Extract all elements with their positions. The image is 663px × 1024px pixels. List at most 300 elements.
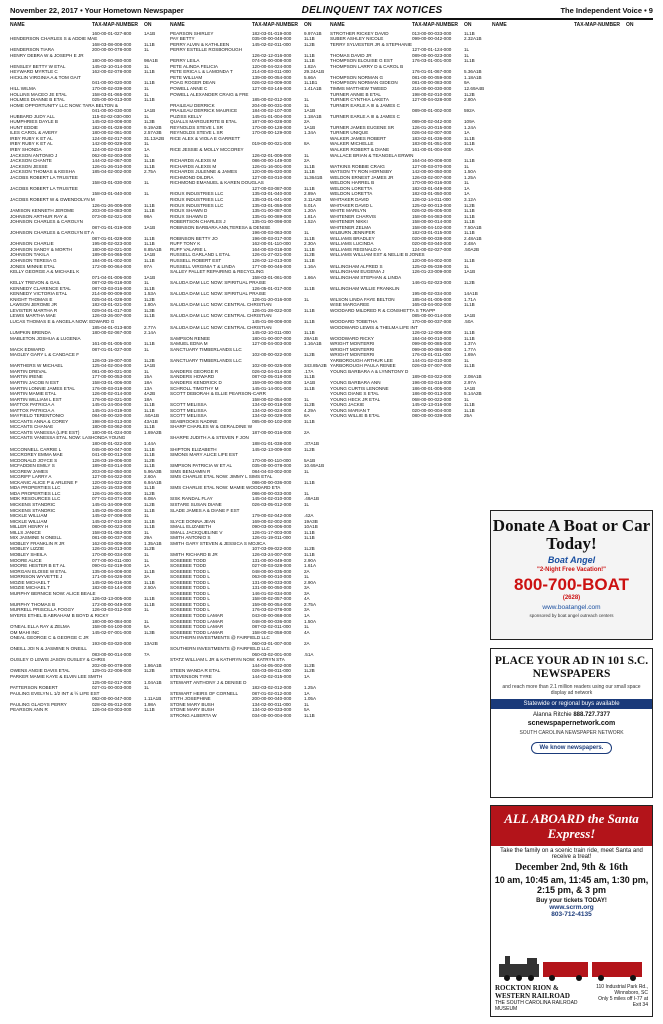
tax-map-number: 184-00-02-107-000 bbox=[252, 108, 292, 114]
acreage-lot: 1L bbox=[144, 91, 150, 97]
header-name: NAME bbox=[170, 22, 185, 28]
owner-name: ILES CAROL & AVERY bbox=[10, 130, 58, 136]
tax-map-number: 145-01-24-004-000 bbox=[92, 402, 132, 408]
owner-name: SOSEBEE TODD LAMAR bbox=[170, 629, 224, 635]
owner-name: MARTHERS W MICHAEL bbox=[10, 363, 64, 369]
tax-map-number: 145-04-02-010-000 bbox=[252, 496, 292, 502]
owner-name: THOMPSON NORMAN GIDEON bbox=[330, 80, 398, 86]
tax-map-number: 176-03-02-078-000 bbox=[252, 607, 292, 613]
owner-name: WRIGHT MONTERRI bbox=[330, 346, 375, 352]
acreage-lot: 1L1B bbox=[304, 712, 315, 718]
tax-map-number: 200-00-00-078-000 bbox=[92, 47, 132, 53]
acreage-lot: 1L1B bbox=[304, 169, 315, 175]
acreage-lot: 1L1B bbox=[144, 341, 155, 347]
owner-name: WALLACE BRIAN & TEANGELA ERWIN bbox=[330, 152, 414, 158]
owner-name: MOZIE MICHAEL T bbox=[10, 579, 51, 585]
owner-name: RICE JESSIE & MOLLY MCCOREY bbox=[170, 147, 244, 153]
owner-name: HOLMES DIANNE B ETAL bbox=[10, 97, 65, 103]
acreage-lot: 10A1B bbox=[304, 524, 318, 530]
tax-map-number: 126-03-03-012-000 bbox=[92, 607, 132, 613]
tax-map-number: 183-02-01-036-000 bbox=[412, 135, 452, 141]
owner-name: YOUNG WILLIE B ETAL bbox=[330, 413, 380, 419]
tax-map-number: 142-00-00-050-000 bbox=[412, 169, 452, 175]
santa-express-banner: ALL ABOARD the Santa Express! bbox=[491, 806, 652, 846]
acreage-lot: 1.04A1B bbox=[144, 679, 162, 685]
owner-name: RIOUX INDUSTRIES LLC bbox=[170, 196, 224, 202]
acreage-lot: 2.97A bbox=[464, 380, 477, 385]
tax-map-number: 161-00-01-005-000 bbox=[92, 341, 132, 347]
railroad-brand: ROCKTON RION & WESTERN RAILROAD bbox=[495, 984, 570, 1000]
tax-map-number: 214-00-03-011-000 bbox=[252, 69, 291, 75]
owner-name: SISK RANDAL FLAY bbox=[170, 496, 213, 502]
acreage-lot: 29.24A1B bbox=[304, 69, 325, 75]
owner-name: LEVISTER MARTHA R bbox=[10, 307, 58, 313]
acreage-lot: 98A1B bbox=[144, 58, 158, 64]
acreage-lot: 1L bbox=[304, 502, 310, 508]
owner-name: KENNEDY VICTORIA ETAL bbox=[10, 291, 68, 297]
tax-map-number: 159-00-00-060-000 bbox=[252, 380, 292, 385]
tax-map-number: 099-00-00-085-000 bbox=[412, 341, 452, 347]
owner-name: TURNER EARLE A III & JAMES C bbox=[330, 102, 400, 108]
owner-name: REYNOLDS STEVE L SR bbox=[170, 130, 223, 136]
acreage-lot: 3.12A bbox=[464, 196, 477, 202]
acreage-lot: 1L2B bbox=[304, 41, 315, 47]
acreage-lot: 1L bbox=[304, 574, 310, 580]
tax-map-number: 063-00-00-010-000 bbox=[252, 574, 292, 580]
owner-name: WATKINS ROBBIE CRAIG bbox=[330, 163, 385, 169]
acreage-lot: 6.94A1B bbox=[144, 479, 162, 485]
owner-name: LAWSON JEROME JR bbox=[10, 302, 58, 308]
santa-express-dates: December 2nd, 9th & 16th bbox=[515, 862, 628, 873]
owner-name: TIMMS MATTHEW TWEED bbox=[330, 86, 387, 92]
owner-name: MCDONALD JOYCE S bbox=[10, 457, 58, 463]
owner-name: JOHNSON CHARLES & CAROLYN bbox=[10, 219, 83, 225]
acreage-lot: 1L bbox=[144, 368, 150, 374]
tax-map-number: 135-01-00-087-000 bbox=[252, 208, 292, 214]
header-on: ON bbox=[464, 22, 472, 28]
tax-column-2 bbox=[170, 23, 328, 718]
tax-map-number: 185-00-02-012-000 bbox=[252, 97, 292, 103]
owner-name: MARTIN MAMIE ETAL bbox=[10, 391, 57, 397]
owner-name: RUSSELL VIRGINIA T & LINDA bbox=[170, 263, 236, 269]
owner-name: MCCANTS CHANAE bbox=[10, 424, 54, 430]
owner-name: SCOTT DEBORAH & ELLIE PEARSON-CARR bbox=[170, 391, 266, 397]
acreage-lot: 1A bbox=[464, 130, 470, 136]
tax-map-number: 189-00-03-022-000 bbox=[412, 374, 452, 380]
acreage-lot: 1.16A bbox=[304, 263, 317, 269]
acreage-lot: 1L1B bbox=[144, 235, 155, 241]
owner-name: MOORE HESTER B ET AL bbox=[10, 563, 66, 569]
acreage-lot: 1A bbox=[304, 690, 310, 696]
tax-map-number: 124-00-02-027-000 bbox=[412, 246, 452, 252]
tax-map-number: 134-02-00-024-000 bbox=[252, 407, 292, 413]
owner-name: PARKER MAMIE KAYE & ELVIN LEE SMITH bbox=[10, 673, 103, 679]
boat-donation-ad[interactable] bbox=[490, 510, 653, 640]
owner-name: RUSSELL ROBERT EST bbox=[170, 257, 222, 263]
header-on: ON bbox=[304, 22, 312, 28]
acreage-lot: 1A bbox=[304, 612, 310, 618]
tax-map-number: 203-00-02-050-000 bbox=[92, 468, 132, 474]
newspaper-network-ad[interactable] bbox=[490, 648, 653, 798]
owner-name: WILLINGHAM WILLIE FRANKLIN bbox=[330, 285, 400, 291]
owner-name: WILLIAMS BRADLEY bbox=[330, 235, 375, 241]
tax-map-number: 028-02-05-012-000 bbox=[92, 701, 132, 707]
owner-name: SMITH ANTONIO S bbox=[170, 535, 211, 541]
owner-name: JOHNSON ARTHUR RAY & bbox=[10, 213, 68, 219]
acreage-lot: 2.90A bbox=[304, 557, 317, 563]
acreage-lot: 1A bbox=[144, 563, 150, 569]
acreage-lot: 1.81A bbox=[304, 213, 317, 219]
acreage-lot: 1L1B bbox=[304, 418, 315, 424]
tax-map-number: 182-03-01-015-000 bbox=[412, 230, 452, 236]
tax-map-number: 102-00-00-025-000 bbox=[252, 363, 292, 369]
tax-map-number: 126-02-01-005-000 bbox=[252, 152, 292, 158]
tax-map-number: 062-00-02-003-000 bbox=[92, 152, 132, 158]
owner-name: MOORE ALICE bbox=[10, 557, 42, 563]
tax-map-number: 158-00-02-058-000 bbox=[252, 629, 292, 635]
tax-map-number: 176-03-01-011-000 bbox=[412, 352, 451, 358]
tax-map-number: 185-04-02-002-000 bbox=[92, 169, 132, 175]
acreage-lot: 1.41A1B bbox=[304, 86, 322, 92]
acreage-lot: 1.35A1B bbox=[144, 540, 162, 546]
acreage-lot: 1L1B bbox=[144, 97, 155, 103]
boat-ad-headline: Donate A Boat or Car Today! bbox=[492, 516, 651, 553]
santa-express-buy: Buy your tickets TODAY! bbox=[536, 898, 607, 904]
owner-name: YOUNG JACKIE bbox=[330, 402, 365, 408]
owner-name: MAGLEY GARY L & CANDACE F bbox=[10, 352, 80, 358]
tax-map-number: 125-00-02-017-000 bbox=[92, 679, 132, 685]
tax-map-number: 185-04-01-013-800 bbox=[92, 324, 132, 330]
owner-name: WILLIAMS LUCINDA bbox=[330, 241, 374, 247]
tax-map-number: 189-00-03-014-000 bbox=[92, 463, 132, 469]
column-header bbox=[10, 23, 168, 29]
acreage-lot: 2.48A1B bbox=[464, 235, 482, 241]
tax-map-number: 196-00-03-016-000 bbox=[412, 380, 452, 385]
acreage-lot: 2.50A bbox=[144, 585, 157, 591]
tax-map-number: 145-02-10-011-000 bbox=[252, 330, 291, 336]
owner-name: STATZ WILLIAM L JR & KATHRYN NOW: KATRYN STA bbox=[170, 657, 285, 663]
tax-map-number: 216-00-00-030-000 bbox=[412, 86, 452, 92]
owner-name: SALUDA DAM LLC NOW: SPIRITUAL PRAISE bbox=[170, 291, 266, 297]
owner-name: HENDERSON TIARA bbox=[10, 47, 55, 53]
tax-map-number: 176-01-01-067-000 bbox=[412, 69, 452, 75]
tax-map-number: 126-01-16-001-000 bbox=[252, 163, 292, 169]
acreage-lot: 1L bbox=[144, 63, 150, 69]
tax-map-number: 090-03-00-006-000 bbox=[252, 524, 292, 530]
acreage-lot: 2.80A bbox=[464, 97, 477, 103]
owner-name: SOSEBEE TODD LAMAR bbox=[170, 624, 224, 630]
acreage-lot: 1L1B bbox=[304, 235, 315, 241]
owner-name: WILLINGHAM STEPHAN & LINDA bbox=[330, 274, 402, 280]
tax-map-number: 035-00-00-078-000 bbox=[252, 463, 292, 469]
tax-map-number: 158-00-02-054-000 bbox=[252, 396, 292, 402]
acreage-lot: 2.89A bbox=[304, 191, 317, 197]
acreage-lot: 1L2B bbox=[144, 502, 155, 508]
tax-map-number: 144-01-02-010-000 bbox=[412, 357, 452, 363]
acreage-lot: 5.14A2B bbox=[464, 391, 482, 397]
owner-name: PRAILEAU DERRICK bbox=[170, 102, 215, 108]
network-ad-pill: We know newspapers. bbox=[531, 742, 613, 754]
tax-map-number: 124-00-02-019-000 bbox=[92, 147, 132, 153]
owner-name: POWELL ANNE C bbox=[170, 86, 208, 92]
acreage-lot: 1L1B bbox=[464, 302, 475, 308]
tax-map-number: 048-00-00-035-000 bbox=[252, 568, 292, 574]
acreage-lot: 1L1B bbox=[304, 535, 315, 541]
owner-name: STEWART ANTHONY J & DENISE D bbox=[170, 679, 247, 685]
acreage-lot: 1L1B bbox=[464, 330, 475, 336]
acreage-lot: 1L2B bbox=[304, 546, 315, 552]
tax-map-number: 083-00-00-014-000 bbox=[92, 651, 132, 657]
acreage-lot: 2.57A3B bbox=[144, 130, 162, 136]
tax-map-number: 182-00-01-028-000 bbox=[92, 124, 132, 130]
tax-map-number: 048-00-00-036-000 bbox=[252, 618, 292, 624]
header-name: NAME bbox=[330, 22, 345, 28]
tax-map-number: 089-00-02-042-000 bbox=[412, 119, 452, 125]
owner-name: RUSSELL GARLAND L ETAL bbox=[170, 252, 231, 258]
owner-name: HILL WILMA bbox=[10, 86, 36, 92]
owner-name: SHIPTON ELIZABETH bbox=[170, 446, 217, 452]
tax-map-number: 126-02-12-016-000 bbox=[252, 52, 292, 58]
acreage-lot: 1A1B bbox=[304, 124, 316, 130]
owner-name: PETE ALINDA FELICIA bbox=[170, 63, 218, 69]
tax-map-number: 170-00-00-016-000 bbox=[412, 180, 452, 186]
santa-express-ad[interactable] bbox=[490, 805, 653, 1017]
owner-name: SANCTUARY TIMBERLANDS LLC bbox=[170, 346, 242, 352]
section-title: DELINQUENT TAX NOTICES bbox=[301, 5, 443, 16]
acreage-lot: 1L2B bbox=[144, 490, 155, 496]
owner-name: MARTIN DREVAL bbox=[10, 368, 47, 374]
owner-name: SALUDA DAM LLC NOW: CENTRAL CHRISTIAN bbox=[170, 302, 272, 308]
tax-map-number: 134-02-00-029-000 bbox=[252, 413, 292, 419]
owner-name: WOODARD MILDRED R & CONSHETTA S TRAPP bbox=[330, 307, 436, 313]
tax-map-number: 127-00-03-010-000 bbox=[252, 174, 292, 180]
network-ad-contact: Alanna Ritchie 888.727.7377 bbox=[532, 712, 611, 718]
owner-name: MAYFIELD TERENTONIO bbox=[10, 413, 64, 419]
owner-name: SANDERS HOWARD bbox=[170, 374, 215, 380]
tax-map-number: 126-03-19-007-000 bbox=[92, 357, 132, 363]
tax-map-number: 158-00-04-083-000 bbox=[412, 213, 452, 219]
acreage-lot: 1L2B bbox=[144, 296, 155, 302]
tax-map-number: 214-00-00-009-000 bbox=[92, 291, 132, 297]
acreage-lot: 1L2B bbox=[464, 280, 475, 286]
owner-name: KELLY TREVON & GAIL bbox=[10, 280, 61, 286]
tax-map-number: 126-04-03-003-000 bbox=[92, 707, 132, 713]
acreage-lot: 1L1B bbox=[304, 58, 315, 64]
acreage-lot: 9.19A2B bbox=[144, 124, 162, 130]
acreage-lot: 1L1B bbox=[144, 446, 155, 452]
acreage-lot: 43A1B bbox=[144, 418, 158, 424]
owner-name: SISTARE SUSAN DIANE bbox=[170, 502, 222, 508]
acreage-lot: 2.48A bbox=[464, 241, 477, 247]
train-illustration bbox=[497, 954, 647, 982]
owner-name: PRAILEAU DERRICK MAURICE bbox=[170, 108, 238, 114]
owner-name: RICHARDS JULENNE & JAMES bbox=[170, 169, 238, 175]
acreage-lot: 1L bbox=[304, 230, 310, 236]
tax-map-number: 131-00-00-050-000 bbox=[252, 585, 292, 591]
owner-name: TURNER JAMES EUGENE SR bbox=[330, 124, 395, 130]
tax-map-number: 134-02-00-033-000 bbox=[252, 707, 292, 713]
owner-name: SOSEBEE TODD L bbox=[170, 574, 210, 580]
tax-map-number: 013-00-00-033-000 bbox=[412, 30, 452, 36]
acreage-lot: 1L2B bbox=[144, 546, 155, 552]
tax-map-number: 146-01-02-023-000 bbox=[412, 280, 452, 286]
boat-ad-website[interactable]: www.boatangel.com bbox=[542, 604, 601, 611]
owner-name: JONES MINNIE ETAL bbox=[10, 263, 56, 269]
owner-name: SIMS BENJAMIN R bbox=[170, 468, 211, 474]
santa-express-footer bbox=[495, 984, 648, 1012]
owner-name: POAG ROGER DEAN bbox=[170, 80, 216, 86]
acreage-lot: 7A bbox=[144, 651, 150, 657]
network-ad-email[interactable]: scnewspapernetwork.com bbox=[527, 720, 616, 727]
owner-name: PETE WILLIAM bbox=[170, 74, 203, 80]
acreage-lot: 5.96A3B bbox=[144, 468, 162, 474]
owner-name: KENNEDY CLARENCE ETAL bbox=[10, 285, 71, 291]
acreage-lot: 1.53A bbox=[144, 291, 157, 297]
owner-name: JOHNSON SANDY & MORTH bbox=[10, 246, 72, 252]
owner-name: RIOUX SHAWN D bbox=[170, 213, 208, 219]
tax-map-number: 184-04-00-010-000 bbox=[412, 335, 452, 341]
tax-map-number: 126-01-19-011-000 bbox=[252, 535, 291, 541]
owner-name: HICKLIN VIRGINIA A & TOM GAIT bbox=[10, 74, 81, 80]
tax-map-number: 135-00-04-008-000 bbox=[92, 568, 132, 574]
owner-name: REYNOLDS STEVE L SR bbox=[170, 124, 223, 130]
owner-name: MARTIN LONNIE JAMES ETAL bbox=[10, 385, 75, 391]
acreage-lot: 1L1B bbox=[144, 601, 155, 607]
tax-map-number: 180-00-02-061-000 bbox=[92, 130, 132, 136]
header-on: ON bbox=[144, 22, 152, 28]
owner-name: JACKSON JESSE bbox=[10, 163, 48, 169]
owner-name: SAMPSON RENEE bbox=[170, 335, 211, 341]
header-rule bbox=[10, 18, 653, 20]
network-ad-headline: PLACE YOUR AD IN 101 S.C. NEWSPAPERS bbox=[494, 655, 649, 680]
tax-map-number: 168-03-08-008-000 bbox=[92, 41, 132, 47]
tax-map-number: 146-01-02-034-000 bbox=[252, 590, 292, 596]
acreage-lot: 1L1B bbox=[464, 30, 475, 36]
owner-name: MDK RESOURCES LLC bbox=[10, 496, 61, 502]
tax-map-number: 145-01-34-009-000 bbox=[92, 502, 132, 508]
tax-map-number: 041-00-00-030-000 bbox=[92, 108, 132, 114]
acreage-lot: 1L2B bbox=[144, 668, 155, 674]
tax-map-number: 127-00-04-028-000 bbox=[412, 97, 452, 103]
tax-map-number: 203-00-03-083-000 bbox=[92, 208, 132, 214]
tax-map-number: 087-01-01-019-000 bbox=[92, 224, 132, 230]
acreage-lot: 29A bbox=[144, 535, 153, 541]
tax-map-number: 182-03-01-049-000 bbox=[412, 185, 452, 191]
acreage-lot: 1.50A bbox=[304, 618, 317, 624]
tax-map-number: 195-00-02-023-000 bbox=[92, 241, 132, 247]
owner-name: MORGAN ELOISE W ETAL bbox=[10, 568, 67, 574]
tax-map-number: 102-00-00-022-000 bbox=[252, 352, 292, 358]
acreage-lot: 1A1B bbox=[464, 385, 476, 391]
owner-name: JOHNSON TERESA G bbox=[10, 257, 57, 263]
acreage-lot: 1A bbox=[464, 185, 470, 191]
owner-name: MDA PROPERTIES LLC bbox=[10, 490, 61, 496]
owner-name: HUMPHRIES DAYLE B bbox=[10, 119, 58, 125]
tax-map-number: 158-03-01-063-000 bbox=[92, 529, 132, 535]
acreage-lot: 1L1B bbox=[304, 246, 315, 252]
acreage-lot: 1L bbox=[144, 47, 150, 53]
owner-name: MACK EDWARD bbox=[10, 346, 45, 352]
tax-map-number: 186-00-01-005-000 bbox=[412, 385, 452, 391]
owner-name: WALKER MICHELLE bbox=[330, 141, 374, 147]
owner-name: SOUTHERN INVESTMENTS @ FAIRFIELD LLC bbox=[170, 646, 270, 652]
tax-map-number: 179-00-02-042-000 bbox=[252, 513, 292, 519]
network-ad-band: Statewide or regional buys available bbox=[491, 699, 652, 709]
acreage-lot: 3.11A2B bbox=[304, 196, 322, 202]
tax-map-number: 074-00-00-008-000 bbox=[252, 58, 292, 64]
owner-name: SOSEBEE TODD L bbox=[170, 601, 210, 607]
owner-name: YOUNG BARBARA ANN bbox=[330, 380, 381, 385]
tax-map-number: 127-00-03-087-000 bbox=[252, 185, 292, 191]
owner-name: SIMS CHARLIE ETAL NOW: JIMMY L SIMS ETAL bbox=[170, 474, 273, 480]
acreage-lot: 1L1B bbox=[304, 36, 315, 42]
owner-name: HEYWARD MYRTLE C bbox=[10, 69, 58, 75]
tax-column-4-header bbox=[492, 23, 650, 31]
owner-name: SOSEBEE TODD L bbox=[170, 590, 210, 596]
header-map: TAX-MAP-NUMBER bbox=[92, 22, 139, 28]
tax-map-number: 085-00-00-014-000 bbox=[412, 313, 452, 319]
acreage-lot: 5A bbox=[304, 707, 310, 713]
owner-name: RICHMOND DILDRA bbox=[170, 174, 214, 180]
tax-map-number: 139-00-00-054-000 bbox=[252, 74, 292, 80]
tax-map-number: 142-00-00-029-000 bbox=[92, 141, 132, 147]
acreage-lot: 1L1B bbox=[464, 213, 475, 219]
owner-name: MOBLEY SHEILA bbox=[10, 551, 47, 557]
tax-map-number: 182-00-03-144-000 bbox=[92, 585, 132, 591]
acreage-lot: 98A bbox=[144, 213, 153, 219]
owner-name: MOBLEY LIZZIE bbox=[10, 546, 45, 552]
acreage-lot: 1L1B bbox=[144, 518, 155, 524]
acreage-lot: 1L1B bbox=[464, 363, 475, 369]
acreage-lot: 1.98A bbox=[144, 701, 157, 707]
owner-name: SOUTHERN INVESTMENTS @ FAIRFIELD LLC bbox=[170, 635, 270, 641]
owner-name: MICKENS STANDRIC bbox=[10, 507, 56, 513]
santa-express-website[interactable]: www.scrm.org bbox=[549, 904, 594, 911]
tax-map-number: 126-00-02-014-000 bbox=[92, 391, 132, 397]
owner-name: WILSON LINDA FAYE BELTON bbox=[330, 296, 395, 302]
tax-map-number: 084-00-00-020-000 bbox=[92, 413, 132, 419]
santa-express-times: 10 am, 10:45 am, 11:45 am, 1:30 pm, 2:15 pm, & 3 pm bbox=[494, 875, 649, 895]
acreage-lot: 1.25A bbox=[304, 685, 317, 691]
acreage-lot: 1.20A bbox=[304, 208, 317, 214]
acreage-lot: 1A1B bbox=[144, 252, 156, 258]
acreage-lot: 1L bbox=[144, 86, 150, 92]
owner-name: WALKER ROBERT & DIANE bbox=[330, 147, 390, 153]
owner-name: YOUNG DIANE S ETAL bbox=[330, 391, 379, 397]
tax-map-number: 087-02-05-018-000 bbox=[92, 280, 132, 286]
owner-name: PUZISS KELLY bbox=[170, 113, 202, 119]
tax-map-number: 195-00-02-034-000 bbox=[412, 291, 452, 297]
acreage-lot: 1L1B bbox=[144, 463, 155, 469]
tax-map-number: 026-02-04-014-000 bbox=[252, 368, 292, 374]
acreage-lot: 1L2B bbox=[464, 91, 475, 97]
header-map: TAX-MAP-NUMBER bbox=[574, 22, 621, 28]
acreage-lot: 1L1B bbox=[464, 257, 475, 263]
tax-map-number: 184-00-01-002-000 bbox=[92, 257, 132, 263]
acreage-lot: 1L1B bbox=[304, 529, 315, 535]
network-ad-body: and reach more than 2.1 million readers using our small space display ad network bbox=[502, 684, 641, 696]
tax-map-number: 144-02-02-067-000 bbox=[92, 158, 132, 164]
tax-map-number: 126-01-26-010-000 bbox=[92, 163, 132, 169]
railroad-address: 110 Industrial Park Rd., Winnsboro, SC bbox=[596, 984, 648, 996]
acreage-lot: 28A1B bbox=[304, 335, 318, 341]
tax-map-number: 045-00-00-047-000 bbox=[92, 446, 132, 452]
owner-name: SCOTT MELISSA bbox=[170, 413, 207, 419]
tax-map-number: 134-02-00-011-000 bbox=[252, 701, 291, 707]
owner-name: TURNER CYNTHIA LAKETA bbox=[330, 97, 389, 103]
tax-map-number: 145-02-06-016-000 bbox=[92, 579, 132, 585]
owner-name: SOSEBEE TODD LAMAR bbox=[170, 612, 224, 618]
